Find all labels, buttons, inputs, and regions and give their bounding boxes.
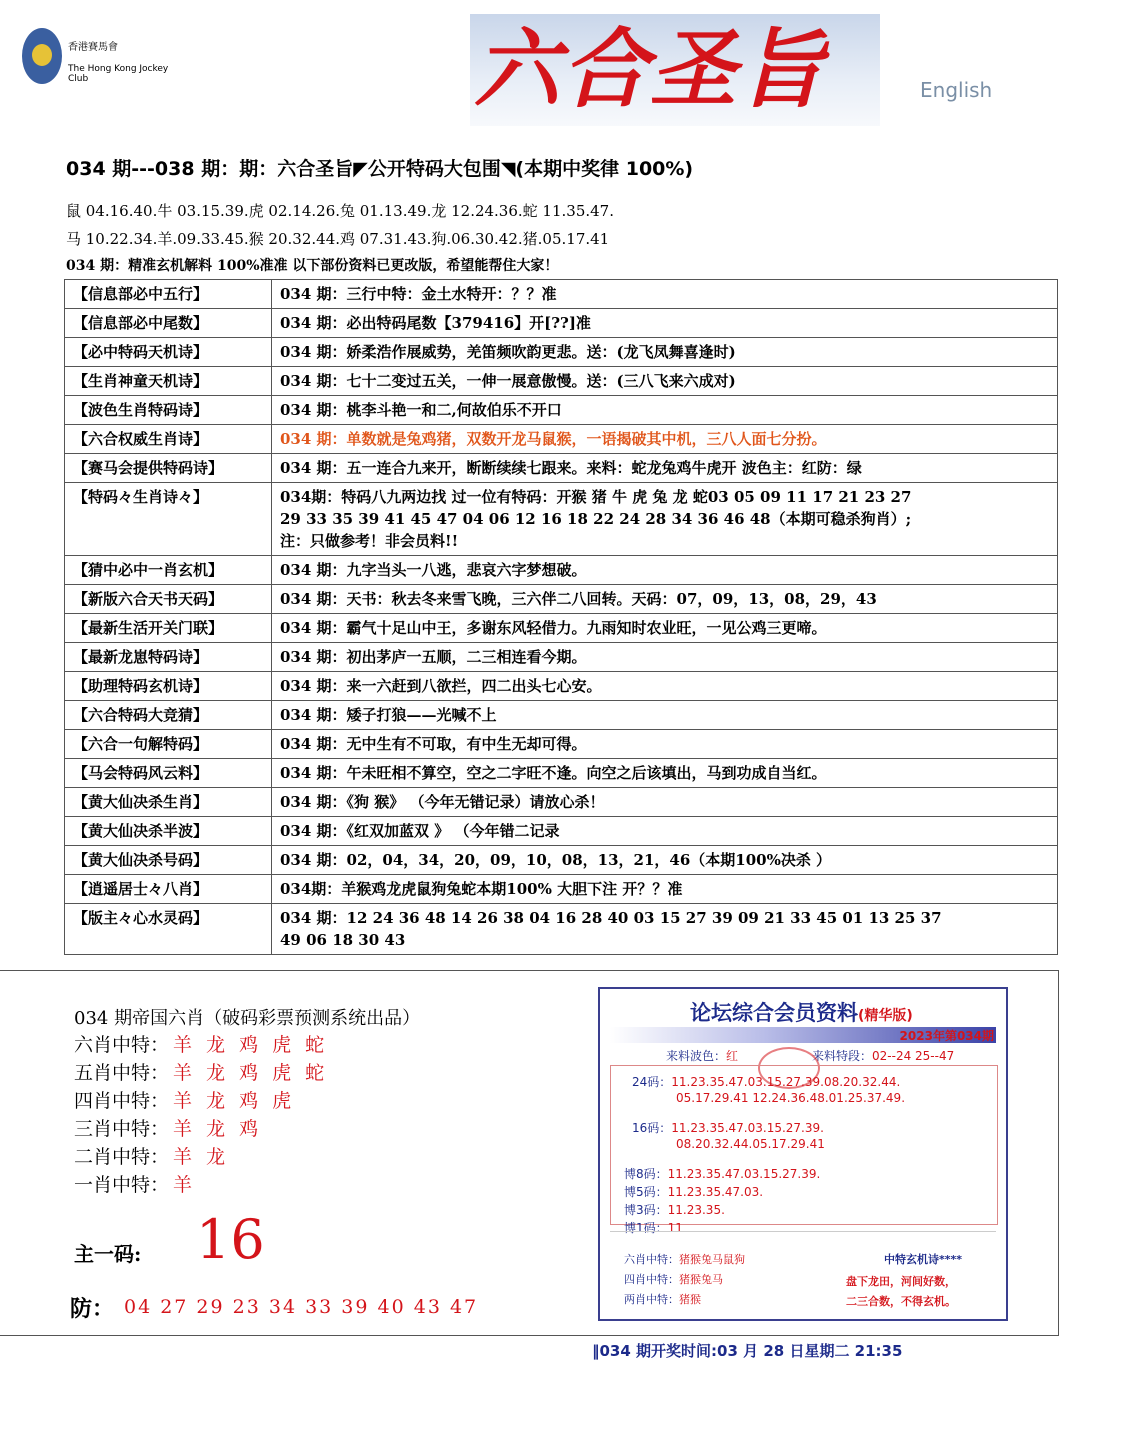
table-row xyxy=(65,483,1058,556)
row-value-line: 034 期：霸气十足山中王，多谢东风轻借力。九雨知时农业旺，一见公鸡三更啼。 xyxy=(280,619,827,637)
table-row xyxy=(65,875,1058,904)
row-key: 【六合一句解特码】 xyxy=(65,730,272,759)
page-headline: 034 期---038 期：期：六合圣旨◤公开特码大包围◥(本期中奖律 100%) xyxy=(66,158,694,180)
row-key: 【六合特码大竞猜】 xyxy=(65,701,272,730)
forum-poem-line-1: 盘下龙田，河间好数， xyxy=(846,1275,956,1288)
table-row xyxy=(65,643,1058,672)
row-value-line: 034期：羊猴鸡龙虎鼠狗兔蛇本期100% 大胆下注 开？？准 xyxy=(280,880,683,898)
row-value xyxy=(272,280,1058,309)
zodiac-pick-row xyxy=(74,1086,295,1113)
row-value xyxy=(272,672,1058,701)
row-value-line: 034 期：七十二变过五关，一伸一展意傲慢。送：(三八飞来六成对) xyxy=(280,372,736,390)
table-row xyxy=(65,846,1058,875)
row-value-line: 034 期：《红双加蓝双 》 （今年错二记录 xyxy=(280,822,560,840)
table-row xyxy=(65,585,1058,614)
row-value xyxy=(272,643,1058,672)
english-link[interactable]: English xyxy=(920,78,993,102)
row-value xyxy=(272,875,1058,904)
title-banner xyxy=(470,14,880,126)
row-value-line: 034 期：桃李斗艳一和二,何故伯乐不开口 xyxy=(280,401,562,419)
row-value xyxy=(272,788,1058,817)
row-key: 【特码々生肖诗々】 xyxy=(65,483,272,556)
row-value-line: 29 33 35 39 41 45 47 04 06 12 16 18 22 24 28 34 36 46 48（本期可稳杀狗肖）; xyxy=(280,510,912,528)
zodiac-pick-label: 四肖中特： xyxy=(74,1090,170,1112)
forum-poem-title: 中特玄机诗**** xyxy=(884,1253,963,1266)
row-value-line: 034 期：矮子打狼——光喊不上 xyxy=(280,706,497,724)
row-key: 【波色生肖特码诗】 xyxy=(65,396,272,425)
row-value xyxy=(272,309,1058,338)
zodiac-pick-label: 六肖中特： xyxy=(74,1034,170,1056)
row-value-line: 034 期：三行中特：金土水特开：？？准 xyxy=(280,285,557,303)
row-value xyxy=(272,730,1058,759)
row-key: 【必中特码天机诗】 xyxy=(65,338,272,367)
main-number-label: 主一码: xyxy=(74,1242,142,1266)
zodiac-numbers-line-2: 马 10.22.34.羊.09.33.45.猴 20.32.44.鸡 07.31.43.狗.06.30.42.猪.05.17.41 xyxy=(66,230,610,248)
row-value xyxy=(272,585,1058,614)
row-key: 【六合权威生肖诗】 xyxy=(65,425,272,454)
row-value-line: 034 期：午未旺相不算空，空之二字旺不逢。向空之后该填出，马到功成自当红。 xyxy=(280,764,827,782)
forum-six-row: 六肖中特：猪猴兔马鼠狗 xyxy=(624,1253,745,1266)
defense-numbers: 04 27 29 23 34 33 39 40 43 47 xyxy=(124,1296,479,1318)
table-row xyxy=(65,701,1058,730)
row-value xyxy=(272,556,1058,585)
forum-bo3-row: 博3码：11.23.35. xyxy=(624,1203,725,1217)
row-key: 【赛马会提供特码诗】 xyxy=(65,454,272,483)
forum-edition: (精华版) xyxy=(858,1008,913,1024)
row-value xyxy=(272,614,1058,643)
zodiac-pick-label: 一肖中特： xyxy=(74,1174,170,1196)
row-value-line: 034 期：九字当头一八逃，悲哀六字梦想破。 xyxy=(280,561,587,579)
row-value-line: 034 期：无中生有不可取，有中生无却可得。 xyxy=(280,735,587,753)
row-value-line: 034 期：必出特码尾数【379416】开[??]准 xyxy=(280,314,591,332)
forum-16-row: 16码：11.23.35.47.03.15.27.39. xyxy=(632,1121,824,1135)
defense-label: 防： xyxy=(70,1296,115,1322)
main-number: 16 xyxy=(196,1208,265,1271)
zodiac-numbers-line-1: 鼠 04.16.40.牛 03.15.39.虎 02.14.26.兔 01.13.49.龙 12.24.36.蛇 11.35.47. xyxy=(66,202,614,220)
forum-poem-line-2: 二三合数，不得玄机。 xyxy=(846,1295,956,1308)
issue-note: 034 期：精准玄机解料 100%准准 以下部份资料已更改版，希望能帮住大家！ xyxy=(66,258,559,274)
forum-bo5-row: 博5码：11.23.35.47.03. xyxy=(624,1185,764,1199)
zodiac-pick-value: 羊 xyxy=(173,1174,197,1196)
row-key: 【黄大仙决杀生肖】 xyxy=(65,788,272,817)
zodiac-pick-value: 羊 龙 鸡 xyxy=(173,1118,263,1140)
forum-bo1-row: 博1码：11 xyxy=(624,1221,683,1235)
row-key: 【黄大仙决杀半波】 xyxy=(65,817,272,846)
row-value-line: 034 期：天书：秋去冬来雪飞晚，三六伴二八回转。天码：07，09，13，08，29，43 xyxy=(280,590,877,608)
zodiac-pick-value: 羊 龙 鸡 虎 蛇 xyxy=(173,1062,329,1084)
table-row xyxy=(65,338,1058,367)
zodiac-pick-row xyxy=(74,1142,229,1169)
row-value xyxy=(272,904,1058,955)
zodiac-pick-row xyxy=(74,1114,262,1141)
row-value-line: 034期：特码八九两边找 过一位有特码：开猴 猪 牛 虎 兔 龙 蛇03 05 09 11 17 21 23 27 xyxy=(280,488,912,506)
table-row xyxy=(65,425,1058,454)
zodiac-pick-value: 羊 龙 鸡 虎 蛇 xyxy=(173,1034,329,1056)
row-value xyxy=(272,367,1058,396)
row-value-line: 034 期：12 24 36 48 14 26 38 04 16 28 40 03 15 27 39 09 21 33 45 01 13 25 37 xyxy=(280,909,942,927)
table-row xyxy=(65,817,1058,846)
row-value xyxy=(272,338,1058,367)
jockey-club-logo xyxy=(22,28,182,88)
row-key: 【黄大仙决杀号码】 xyxy=(65,846,272,875)
row-value-line: 034 期：娇柔浩作展威势，羌笛频吹韵更悲。送：(龙飞凤舞喜逢时) xyxy=(280,343,736,361)
zodiac-pick-label: 五肖中特： xyxy=(74,1062,170,1084)
row-value-line: 034 期：02，04，34，20，09，10，08，13，21，46（本期100%决杀 ） xyxy=(280,851,832,869)
six-zodiac-title: 034 期帝国六肖（破码彩票预测系统出品） xyxy=(74,1008,421,1029)
forum-special-row: 来料特段：02--24 25--47 xyxy=(812,1049,955,1063)
row-value xyxy=(272,454,1058,483)
row-key: 【新版六合天书天码】 xyxy=(65,585,272,614)
table-row xyxy=(65,454,1058,483)
row-value-line: 注：只做参考！非会员料!! xyxy=(280,532,459,550)
prediction-table xyxy=(64,279,1058,955)
row-key: 【助理特码玄机诗】 xyxy=(65,672,272,701)
row-key: 【版主々心水灵码】 xyxy=(65,904,272,955)
draw-time-footer: ‖034 期开奖时间:03 月 28 日星期二 21:35 xyxy=(592,1342,903,1360)
row-value-line: 034 期：单数就是兔鸡猪，双数开龙马鼠猴，一语揭破其中机，三八人面七分扮。 xyxy=(280,430,827,448)
table-row xyxy=(65,904,1058,955)
table-row xyxy=(65,367,1058,396)
row-key: 【最新生活开关门联】 xyxy=(65,614,272,643)
table-row xyxy=(65,730,1058,759)
forum-24-row-b: 05.17.29.41 12.24.36.48.01.25.37.49. xyxy=(676,1091,906,1105)
zodiac-pick-row xyxy=(74,1058,328,1085)
row-value xyxy=(272,759,1058,788)
row-key: 【生肖神童天机诗】 xyxy=(65,367,272,396)
row-key: 【猜中必中一肖玄机】 xyxy=(65,556,272,585)
table-row xyxy=(65,556,1058,585)
row-key: 【最新龙崽特码诗】 xyxy=(65,643,272,672)
logo-english-name: The Hong Kong Jockey Club xyxy=(68,64,169,84)
zodiac-pick-label: 二肖中特： xyxy=(74,1146,170,1168)
row-value-line: 034 期：来一六赶到八欲拦，四二出头七心安。 xyxy=(280,677,602,695)
forum-two-row: 两肖中特：猪猴 xyxy=(624,1293,701,1306)
forum-member-image xyxy=(598,987,1008,1321)
row-value-line: 034 期：《狗 猴》 （今年无错记录）请放心杀！ xyxy=(280,793,605,811)
forum-issue: 2023年第034期 xyxy=(899,1029,994,1043)
row-key: 【信息部必中五行】 xyxy=(65,280,272,309)
row-value xyxy=(272,701,1058,730)
table-row xyxy=(65,759,1058,788)
row-value-line: 034 期：初出茅庐一五顺，二三相连看今期。 xyxy=(280,648,587,666)
row-value xyxy=(272,396,1058,425)
table-row xyxy=(65,280,1058,309)
table-row xyxy=(65,788,1058,817)
forum-bo8-row: 博8码：11.23.35.47.03.15.27.39. xyxy=(624,1167,821,1181)
table-row xyxy=(65,396,1058,425)
table-row xyxy=(65,672,1058,701)
row-value-line: 49 06 18 30 43 xyxy=(280,931,406,949)
row-value xyxy=(272,817,1058,846)
row-value-line: 034 期：五一连合九来开，断断续续七跟来。来料：蛇龙兔鸡牛虎开 波色主：红防：绿 xyxy=(280,459,862,477)
row-key: 【逍遥居士々八肖】 xyxy=(65,875,272,904)
table-row xyxy=(65,309,1058,338)
table-row xyxy=(65,614,1058,643)
row-value xyxy=(272,846,1058,875)
row-value xyxy=(272,483,1058,556)
forum-title: 论坛综合会员资料(精华版) xyxy=(690,1001,913,1025)
zodiac-pick-label: 三肖中特： xyxy=(74,1118,170,1140)
jockey-club-emblem-icon xyxy=(22,28,62,84)
row-key: 【马会特码风云料】 xyxy=(65,759,272,788)
row-key: 【信息部必中尾数】 xyxy=(65,309,272,338)
logo-chinese-name: 香港賽馬會 xyxy=(68,42,118,53)
forum-four-row: 四肖中特：猪猴兔马 xyxy=(624,1273,723,1286)
zodiac-pick-value: 羊 龙 xyxy=(173,1146,230,1168)
forum-wave-row: 来料波色：红 xyxy=(666,1049,739,1063)
banner-title: 六合圣旨 xyxy=(474,20,826,120)
zodiac-pick-value: 羊 龙 鸡 虎 xyxy=(173,1090,296,1112)
zodiac-pick-row xyxy=(74,1030,328,1057)
forum-16-row-b: 08.20.32.44.05.17.29.41 xyxy=(676,1137,825,1151)
row-value xyxy=(272,425,1058,454)
zodiac-pick-row xyxy=(74,1170,196,1197)
forum-24-row: 24码：11.23.35.47.03.15.27.39.08.20.32.44. xyxy=(632,1075,901,1089)
